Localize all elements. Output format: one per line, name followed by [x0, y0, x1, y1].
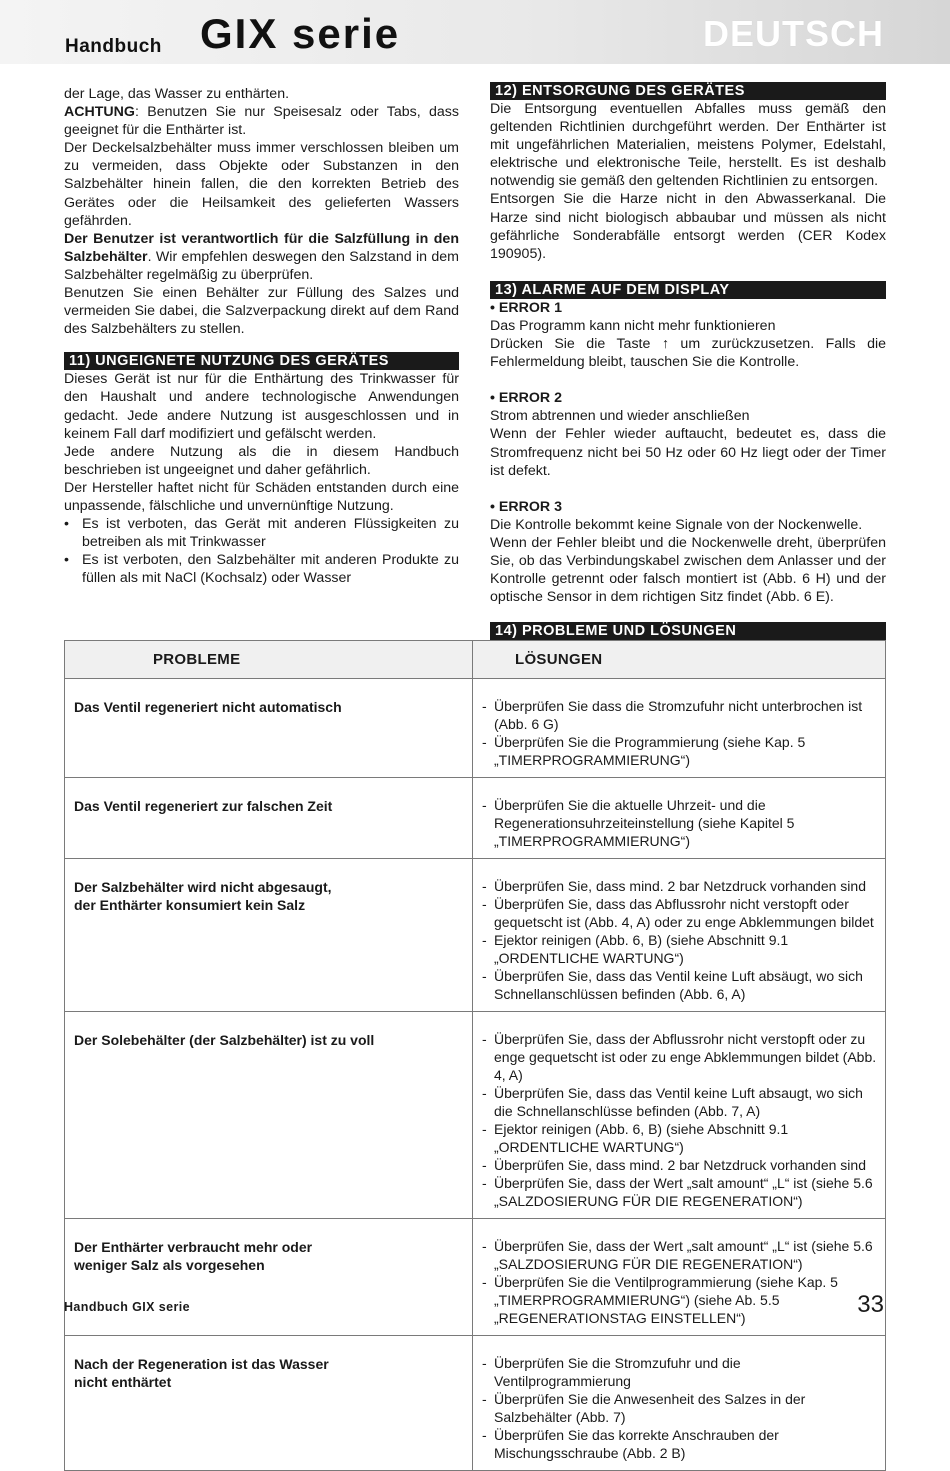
table-row — [65, 1219, 886, 1336]
error-1-title: • ERROR 1 — [490, 299, 562, 316]
section-13-heading: 13) ALARME AUF DEM DISPLAY — [490, 281, 886, 299]
header-language-label: DEUTSCH — [702, 13, 884, 54]
problem-line: Der Enthärter verbraucht mehr oder — [74, 1239, 313, 1255]
page-number: 33 — [857, 1291, 884, 1318]
table-header-row — [65, 641, 886, 679]
paragraph: Dieses Gerät ist nur für die Enthärtung des Trinkwasser für den Haushalt und andere technologische Anwendungen gedacht. Jede andere Nutzung ist ausgeschlossen und in keinem Fall darf modifiziert und gefälscht werden. — [64, 371, 459, 442]
problem-line: Das Ventil regeneriert nicht automatisch — [74, 699, 342, 715]
footer-title: Handbuch GIX serie — [64, 1300, 190, 1314]
problem-line: Das Ventil regeneriert zur falschen Zeit — [74, 798, 333, 814]
solution-item: - Überprüfen Sie, dass mind. 2 bar Netzdruck vorhanden sind — [482, 877, 877, 895]
solution-cell — [473, 1012, 886, 1219]
page-header — [0, 0, 950, 64]
achtung-label: ACHTUNG — [64, 104, 135, 121]
table-row — [65, 1336, 886, 1471]
problem-cell — [65, 679, 473, 778]
section-12-heading: 12) ENTSORGUNG DES GERÄTES — [490, 82, 886, 100]
solution-item: - Überprüfen Sie, dass der Abflussrohr nicht verstopft oder zu enge gequetscht ist oder zu enge Abklemmungen bildet (Abb. 4, A) — [482, 1030, 877, 1084]
paragraph: Benutzen Sie einen Behälter zur Füllung des Salzes und vermeiden Sie dabei, die Salzverpackung direkt auf dem Rand des Salzbehälters zu stellen. — [64, 285, 459, 338]
left-column — [64, 85, 459, 587]
section-14-heading: 14) PROBLEME UND LÖSUNGEN — [490, 622, 886, 640]
section-11-heading: 11) UNGEIGNETE NUTZUNG DES GERÄTES — [64, 352, 459, 370]
solution-item: - Überprüfen Sie dass die Stromzufuhr nicht unterbrochen ist (Abb. 6 G) — [482, 697, 877, 733]
paragraph: Jede andere Nutzung als die in diesem Handbuch beschrieben ist ungeeignet und daher gefährlich. — [64, 443, 459, 478]
solution-item: - Überprüfen Sie, dass mind. 2 bar Netzdruck vorhanden sind — [482, 1156, 877, 1174]
problem-line: Der Solebehälter (der Salzbehälter) ist zu voll — [74, 1032, 375, 1048]
error-3-title: • ERROR 3 — [490, 498, 562, 515]
header-solution: LÖSUNGEN — [473, 641, 886, 679]
solution-item: - Überprüfen Sie die Ventilprogrammierung (siehe Kap. 5 „TIMERPROGRAMMIERUNG“) (siehe Ab. 5.5 „REGENERATIONSTAG EINSTELLEN“) — [482, 1273, 877, 1327]
problem-line: der Enthärter konsumiert kein Salz — [74, 897, 306, 913]
paragraph: Der Deckelsalzbehälter muss immer verschlossen bleiben um zu vermeiden, dass Objekte oder Substanzen in den Salzbehälter hinein fallen, die den korrekten Betrieb des Gerätes oder die Heilsamkeit des gelieferten Wassers gefährden. — [64, 140, 459, 229]
responsibility-bold: Der Benutzer ist verantwortlich für die Salzfüllung in den Salzbehälter — [64, 230, 459, 265]
paragraph: Drücken Sie die Taste ↑ um zurückzusetzen. Falls die Fehlermeldung bleibt, tauschen Sie die Kontrolle. — [490, 336, 886, 371]
table-row — [65, 679, 886, 778]
solution-item: - Überprüfen Sie, dass das Ventil keine Luft absäugt, wo sich Schnellanschlüssen befinden (Abb. 6, A) — [482, 967, 877, 1003]
table-row — [65, 1012, 886, 1219]
table-row — [65, 859, 886, 1012]
solution-item: - Überprüfen Sie die Anwesenheit des Salzes in der Salzbehälter (Abb. 7) — [482, 1390, 877, 1426]
problem-line: Nach der Regeneration ist das Wasser — [74, 1356, 329, 1372]
paragraph: Die Entsorgung eventuellen Abfalles muss gemäß den geltenden Richtlinien durchgeführt werden. Der Enthärter ist mit ungefährlichen Materialien, meistens Polymer, Edelstahl, elektrische und elektronische Teile, herstellt. Es ist deshalb notwendig sie gemäß den geltenden Richtlinien zu entsorgen. — [490, 101, 886, 190]
header-series-title: GIX serie — [200, 10, 401, 57]
problems-solutions-table — [64, 640, 886, 1471]
solution-item: - Überprüfen Sie, dass der Wert „salt amount“ „L“ ist (siehe 5.6 „SALZDOSIERUNG FÜR DIE REGENERATION“) — [482, 1174, 877, 1210]
solution-cell — [473, 1336, 886, 1471]
problem-cell — [65, 1336, 473, 1471]
problem-cell — [65, 859, 473, 1012]
paragraph: der Lage, das Wasser zu enthärten. — [64, 86, 290, 102]
problem-cell — [65, 778, 473, 859]
solution-item: - Überprüfen Sie das korrekte Anschrauben der Mischungsschraube (Abb. 2 B) — [482, 1426, 877, 1462]
bullet-item: • Es ist verboten, den Salzbehälter mit anderen Produkte zu füllen als mit NaCl (Kochsalz) oder Wasser — [64, 551, 459, 587]
table-body — [65, 679, 886, 1471]
header-handbuch-label: Handbuch — [65, 36, 162, 57]
error-2-title: • ERROR 2 — [490, 390, 562, 407]
problem-cell — [65, 1219, 473, 1336]
solution-item: - Überprüfen Sie die Stromzufuhr und die Ventilprogrammierung — [482, 1354, 877, 1390]
solution-item: - Überprüfen Sie, dass der Wert „salt amount“ „L“ ist (siehe 5.6 „SALZDOSIERUNG FÜR DIE REGENERATION“) — [482, 1237, 877, 1273]
problem-line: weniger Salz als vorgesehen — [74, 1257, 265, 1273]
paragraph: Entsorgen Sie die Harze nicht in den Abwasserkanal. Die Harze sind nicht biologisch abbaubar und müssen als nicht gefährliche Sonderabfälle entsorgt werden (CER Kodex 190905). — [490, 191, 886, 262]
paragraph: Der Hersteller haftet nicht für Schäden entstanden durch eine unpassende, fälschliche und unvernünftige Nutzung. — [64, 479, 459, 514]
solution-item: - Überprüfen Sie, dass das Ventil keine Luft absaugt, wo sich die Schnellanschlüsse befinden (Abb. 7, A) — [482, 1084, 877, 1120]
paragraph: Die Kontrolle bekommt keine Signale von der Nockenwelle. — [490, 516, 863, 533]
solution-cell — [473, 778, 886, 859]
problem-line: Der Salzbehälter wird nicht abgesaugt, — [74, 879, 332, 895]
solution-item: - Ejektor reinigen (Abb. 6, B) (siehe Abschnitt 9.1 „ORDENTLICHE WARTUNG“) — [482, 931, 877, 967]
header-problem: PROBLEME — [65, 641, 473, 679]
solution-item: - Überprüfen Sie, dass das Abflussrohr nicht verstopft oder gequetscht ist (Abb. 4, A) oder zu enge Abklemmungen bildet — [482, 895, 877, 931]
solution-cell — [473, 1219, 886, 1336]
right-column — [490, 82, 886, 640]
responsibility-text: . Wir empfehlen deswegen den Salzstand in dem Salzbehälter regelmäßig zu überprüfen. — [64, 248, 459, 283]
achtung-text: : Benutzen Sie nur Speisesalz oder Tabs, dass geeignet für die Enthärter ist. — [64, 104, 459, 139]
paragraph: Wenn der Fehler bleibt und die Nockenwelle dreht, überprüfen Sie, ob das Verbindungskabel zwischen dem Anlasser und der Kontrolle getrennt oder falsch montiert ist (Abb. 6 H) und der optische Sensor in dem richtigen Sitz findet (Abb. 6 E). — [490, 534, 886, 606]
problem-line: nicht enthärtet — [74, 1374, 172, 1390]
paragraph: Wenn der Fehler wieder auftaucht, bedeutet es, dass die Stromfrequenz nicht bei 50 Hz oder 60 Hz liegt oder der Timer ist defekt. — [490, 426, 886, 479]
solution-cell — [473, 859, 886, 1012]
solution-item: - Überprüfen Sie die aktuelle Uhrzeit- und die Regenerationsuhrzeiteinstellung (siehe Kapitel 5 „TIMERPROGRAMMIERUNG“) — [482, 796, 877, 850]
paragraph-achtung — [64, 103, 459, 139]
solution-item: - Überprüfen Sie die Programmierung (siehe Kap. 5 „TIMERPROGRAMMIERUNG“) — [482, 733, 877, 769]
paragraph: Das Programm kann nicht mehr funktionieren — [490, 317, 776, 334]
problem-cell — [65, 1012, 473, 1219]
table-row — [65, 778, 886, 859]
bullet-item: • Es ist verboten, das Gerät mit anderen Flüssigkeiten zu betreiben als mit Trinkwasser — [64, 515, 459, 551]
paragraph: Strom abtrennen und wieder anschließen — [490, 408, 750, 425]
paragraph-responsibility — [64, 230, 459, 284]
solution-cell — [473, 679, 886, 778]
solution-item: - Ejektor reinigen (Abb. 6, B) (siehe Abschnitt 9.1 „ORDENTLICHE WARTUNG“) — [482, 1120, 877, 1156]
